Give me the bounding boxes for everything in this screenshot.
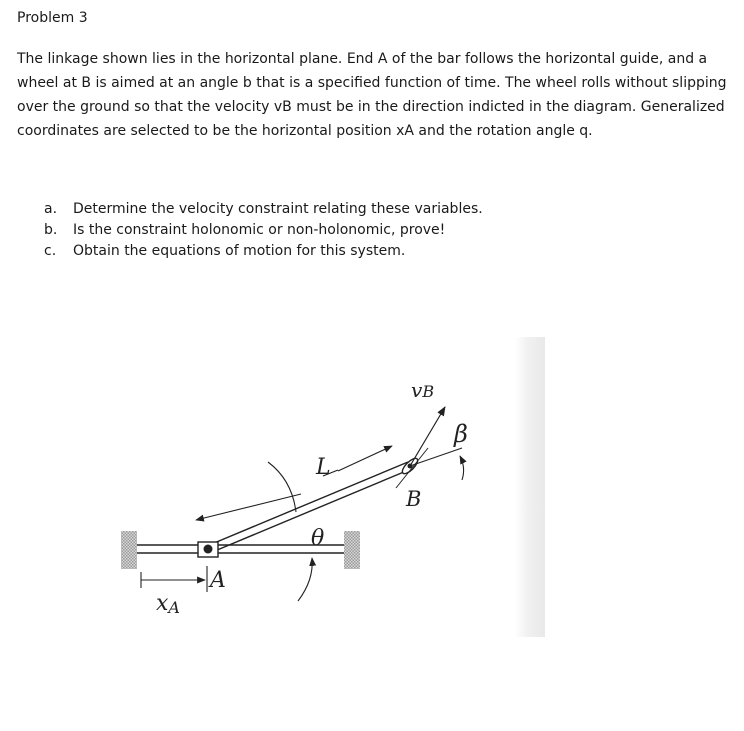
length-label: L — [316, 455, 331, 480]
right-wall-support — [344, 531, 360, 569]
beta-arc-arrow — [460, 456, 464, 480]
pin-a — [204, 545, 213, 554]
item-marker: b. — [44, 222, 58, 238]
theta-label: θ — [311, 526, 325, 551]
velocity-label: vB — [411, 378, 435, 402]
point-a-label: A — [210, 568, 226, 593]
left-wall-support — [121, 531, 137, 569]
reference-line — [410, 448, 462, 466]
item-text: Is the constraint holonomic or non-holonomic, prove! — [73, 222, 446, 238]
problem-description: The linkage shown lies in the horizontal plane. End A of the bar follows the horizontal guide, and a wheel at B is aimed at an angle b that is a specified function of time. The wheel rolls without slipping over the ground so that the velocity vB must be in the direction indicted in the diagram. Generalized coordinates are selected to be the horizontal position xA and the rotation angle q. — [17, 51, 727, 139]
velocity-arrow — [410, 407, 445, 466]
item-marker: c. — [44, 243, 57, 259]
problem-title: Problem 3 — [17, 10, 88, 26]
wheel-axis-line — [396, 448, 428, 488]
item-text: Determine the velocity constraint relating these variables. — [73, 201, 483, 217]
xa-label: xA — [156, 591, 180, 617]
item-text: Obtain the equations of motion for this system. — [73, 243, 406, 259]
point-b-label: B — [406, 487, 422, 511]
xa-dimension — [141, 566, 207, 592]
linkage-bar — [207, 462, 411, 553]
beta-label: β — [454, 420, 468, 448]
theta-arc-arrow — [298, 558, 312, 601]
item-marker: a. — [44, 201, 58, 217]
